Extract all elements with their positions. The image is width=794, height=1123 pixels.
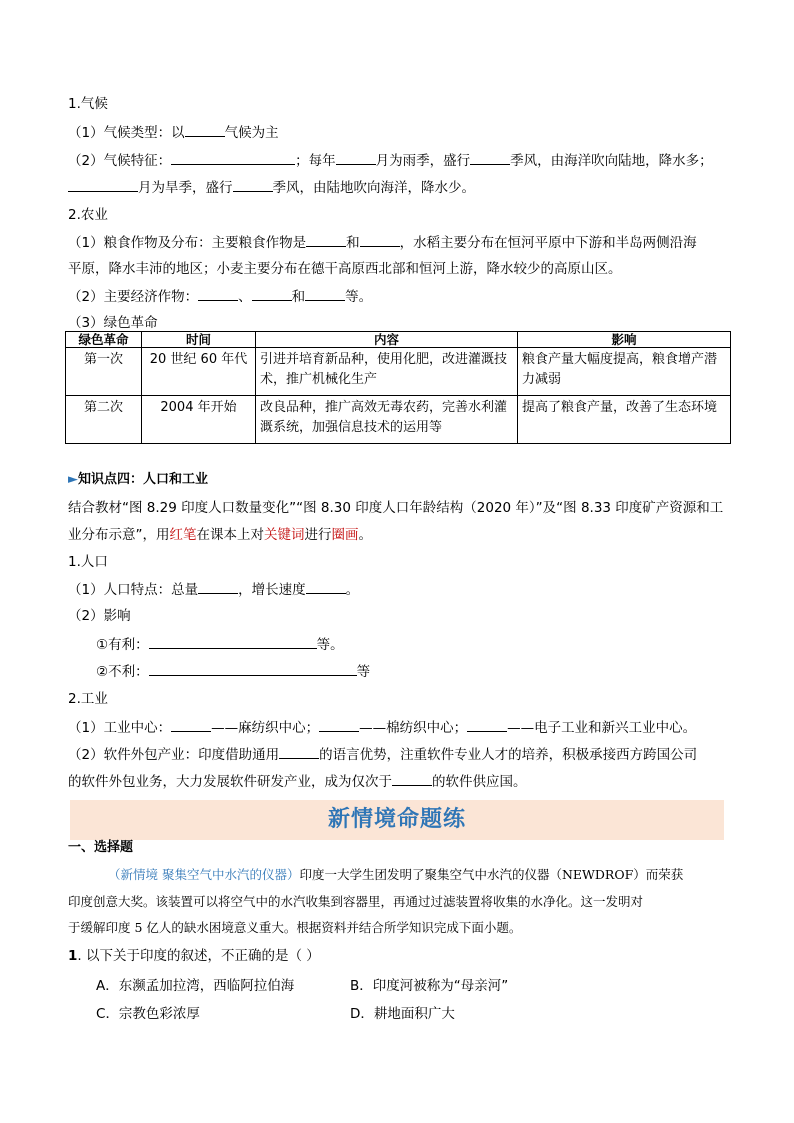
context-tag: （新情境 聚集空气中水汽的仪器）	[108, 867, 300, 882]
answer-blank	[171, 717, 211, 732]
text: 等。	[345, 289, 373, 305]
answer-blank	[252, 286, 292, 301]
text: 知识点四：人口和工业	[78, 472, 209, 487]
answer-blank	[392, 771, 432, 786]
text: ——麻纺织中心；	[211, 720, 320, 736]
industry-heading: 2.工业	[68, 691, 108, 707]
text: （1）人口特点：总量	[68, 582, 199, 598]
answer-blank	[306, 232, 346, 247]
text: 在课本上对	[196, 527, 264, 543]
exercise-story-line	[68, 865, 728, 885]
agri-heading: 2.农业	[68, 207, 108, 223]
highlight-text: 关键词	[264, 527, 305, 543]
option-a[interactable]	[96, 976, 294, 996]
answer-blank	[68, 177, 138, 192]
text: 和	[346, 235, 360, 251]
section4-intro: 结合教材“图 8.29 印度人口数量变化”“图 8.30 印度人口年龄结构（2020 年）”及“图 8.33 印度矿产资源和工	[68, 500, 724, 516]
text: 的软件供应国。	[432, 774, 527, 790]
text: 业分布示意”，用	[68, 527, 170, 543]
text: （2）主要经济作物：	[68, 289, 199, 305]
text: ②不利：	[96, 664, 149, 680]
table-cell: 第二次	[66, 396, 142, 444]
option-b[interactable]	[350, 976, 508, 996]
question-text: . 以下关于印度的叙述，不正确的是（ ）	[77, 948, 320, 964]
answer-blank	[171, 150, 295, 165]
answer-blank	[198, 286, 238, 301]
triangle-marker-icon: ►	[68, 472, 78, 487]
answer-blank	[467, 717, 507, 732]
text: ，水稻主要分布在恒河平原中下游和半岛两侧沿海	[399, 235, 697, 251]
text: 进行	[304, 527, 332, 543]
table-cell: 2004 年开始	[142, 396, 256, 444]
industry-software-line	[68, 744, 728, 765]
table-header-row	[66, 332, 731, 348]
option-key: C	[96, 1006, 106, 1022]
population-feature-line	[68, 579, 728, 600]
population-good-line	[96, 634, 756, 655]
text: 。	[345, 582, 360, 598]
answer-blank	[336, 150, 376, 165]
population-heading: 1.人口	[68, 554, 108, 570]
option-d[interactable]	[350, 1004, 455, 1024]
text: ——棉纺织中心；	[359, 720, 468, 736]
table-cell: 粮食产量大幅度提高，粮食增产潜力减弱	[518, 348, 731, 396]
highlight-text: 红笔	[169, 527, 197, 543]
agri-crops-line	[68, 232, 728, 253]
text: 的语言优势，注重软件专业人才的培养，积极承接西方跨国公司	[319, 747, 698, 763]
option-text: ．耕地面积广大	[360, 1006, 455, 1022]
highlight-text: 圈画	[331, 527, 359, 543]
option-text: ．东濒孟加拉湾，西临阿拉伯海	[105, 978, 295, 994]
text: （2）软件外包产业：印度借助通用	[68, 747, 280, 763]
answer-blank	[185, 122, 225, 137]
text: 、	[238, 289, 252, 305]
text: ①有利：	[96, 637, 149, 653]
text: ；每年	[295, 153, 336, 169]
table-row	[66, 396, 731, 444]
answer-blank	[279, 744, 319, 759]
table-header: 内容	[256, 332, 518, 348]
exercise-story-line-3: 于缓解印度 5 亿人的缺水困境意义重大。根据资料并结合所学知识完成下面小题。	[68, 920, 522, 935]
text: 月为雨季，盛行	[375, 153, 471, 169]
text: 印度一大学生团发明了聚集空气中水汽的仪器（NEWDROF）而荣获	[299, 867, 684, 882]
text: 气候为主	[224, 125, 279, 141]
answer-blank	[470, 150, 510, 165]
option-key: B	[350, 978, 360, 994]
text: （1）气候类型：以	[68, 125, 185, 141]
agri-econ-line	[68, 286, 728, 307]
table-cell: 改良品种，推广高效无毒农药，完善水利灌溉系统，加强信息技术的运用等	[256, 396, 518, 444]
section4-title	[68, 470, 728, 490]
exercise-section-title: 一、选择题	[68, 840, 134, 855]
agri-crops-line-2: 平原，降水丰沛的地区；小麦主要分布在德干高原西北部和恒河上游，降水较少的高原山区。	[68, 261, 622, 277]
answer-blank	[149, 634, 317, 649]
question-number: 1	[68, 948, 78, 964]
option-key: A	[96, 978, 106, 994]
table-row	[66, 348, 731, 396]
text: （1）工业中心：	[68, 720, 172, 736]
banner-title: 新情境命题练	[327, 807, 466, 832]
table-cell: 提高了粮食产量，改善了生态环境	[518, 396, 731, 444]
section-banner	[70, 800, 724, 840]
climate-heading: 1.气候	[68, 96, 108, 112]
answer-blank	[198, 579, 238, 594]
table-cell: 引进并培育新品种，使用化肥，改进灌溉技术，推广机械化生产	[256, 348, 518, 396]
climate-feature-line	[68, 150, 728, 171]
population-impact: （2）影响	[68, 608, 131, 624]
text: 等	[356, 664, 371, 680]
answer-blank	[233, 177, 273, 192]
text: 。	[358, 527, 372, 543]
answer-blank	[306, 579, 346, 594]
climate-feature-line-2	[68, 177, 728, 198]
text: 的软件外包业务，大力发展软件研发产业，成为仅次于	[68, 774, 392, 790]
exercise-story-line-2: 印度创意大奖。该装置可以将空气中的水汽收集到容器里，再通过过滤装置将收集的水净化。这一发明对	[68, 894, 644, 909]
climate-type-line	[68, 122, 728, 143]
table-header: 影响	[518, 332, 731, 348]
table-cell: 第一次	[66, 348, 142, 396]
text: 月为旱季，盛行	[138, 180, 233, 196]
table-header: 时间	[142, 332, 256, 348]
text: 季风，由陆地吹向海洋，降水少。	[272, 180, 475, 196]
option-key: D	[350, 1006, 361, 1022]
answer-blank	[319, 717, 359, 732]
option-c[interactable]	[96, 1004, 200, 1024]
green-revolution-title: （3）绿色革命	[68, 315, 158, 331]
answer-blank	[149, 661, 357, 676]
population-bad-line	[96, 661, 756, 682]
table-cell: 20 世纪 60 年代	[142, 348, 256, 396]
section4-intro-2	[68, 525, 728, 545]
option-text: ．宗教色彩浓厚	[105, 1006, 200, 1022]
text: 和	[291, 289, 306, 305]
text: ——电子工业和新兴工业中心。	[507, 720, 697, 736]
option-text: ．印度河被称为“母亲河”	[359, 978, 509, 994]
text: （2）气候特征：	[68, 153, 172, 169]
text: （1）粮食作物及分布：主要粮食作物是	[68, 235, 307, 251]
table-header: 绿色革命	[66, 332, 142, 348]
industry-centers-line	[68, 717, 728, 738]
text: 季风，由海洋吹向陆地，降水多；	[510, 153, 713, 169]
green-revolution-table	[65, 331, 731, 444]
text: 等。	[316, 637, 344, 653]
question-1	[68, 946, 728, 966]
answer-blank	[305, 286, 345, 301]
text: ，增长速度	[238, 582, 306, 598]
answer-blank	[360, 232, 400, 247]
industry-software-line-2	[68, 771, 728, 792]
